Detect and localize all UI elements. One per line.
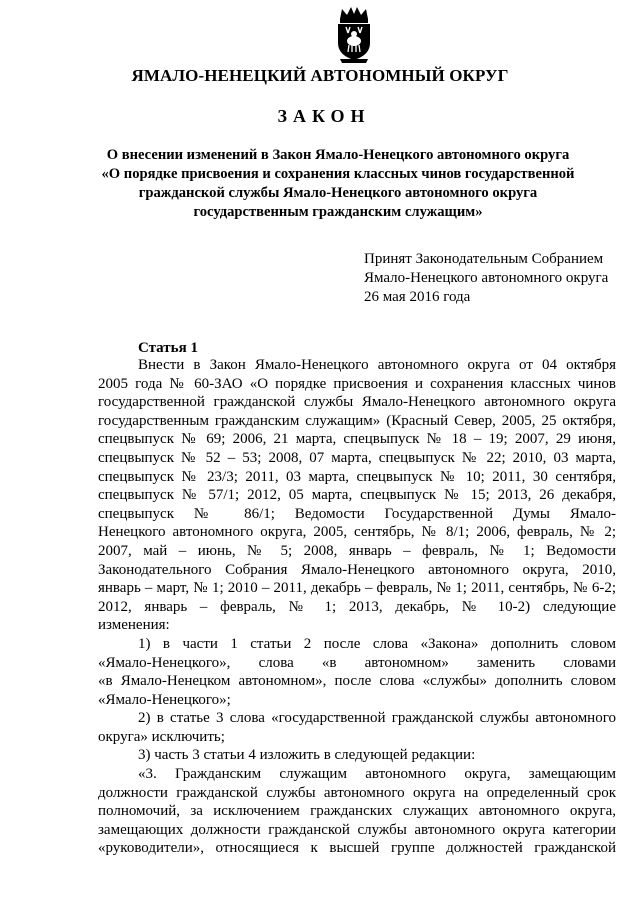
title-line: «О порядке присвоения и сохранения классных чинов государственной [101,166,575,182]
article-text-line: 3) часть 3 статьи 4 изложить в следующей редакции: [138,747,476,764]
adoption-date: 26 мая 2016 года [364,289,471,305]
article-text-line: «Ямало-Ненецкого»; [98,691,231,708]
article-text-line: 1) в части 1 статьи 2 после слова «Закона» дополнить словом [138,635,616,652]
article-text-line: замещающих должности гражданской службы автономного округа категории [98,821,616,838]
article-text-line: полномочий, за исключением гражданских служащих автономного округа, [98,803,616,820]
title-line: О внесении изменений в Закон Ямало-Ненецкого автономного округа [106,147,570,163]
region-name: ЯМАЛО-НЕНЕЦКИЙ АВТОНОМНЫЙ ОКРУГ [131,66,509,85]
article-text-line: Внести в Закон Ямало-Ненецкого автономного округа от 04 октября [138,357,616,373]
title-line: государственным гражданским служащим» [193,204,483,220]
article-text-line: 2007, май – июнь, № 5; 2008, январь – февраль, № 1; Ведомости [98,542,616,559]
article-text-line: 2012, январь – февраль, № 1; 2013, декабрь, № 10-2) следующие [98,598,616,615]
article-text-line: спецвыпуск № 52 – 53; 2008, 07 марта, спецвыпуск № 22; 2010, 03 марта, [98,449,616,466]
adoption-note [364,250,608,307]
law-title [100,146,576,222]
article-text-line: изменения: [98,617,170,634]
article-text-line: спецвыпуск № 86/1; Ведомости Государственной Думы Ямало- [98,505,616,522]
article-text-line: «руководители», относящиеся к высшей группе должностей гражданской [98,840,616,857]
article-text-line: государственной гражданской службы Ямало-Ненецкого автономного округа [98,394,616,411]
article-heading: Статья 1 [138,340,198,356]
article-text-line: государственным гражданским служащим» (Красный Север, 2005, 25 октября, [98,412,616,429]
article-text-line: спецвыпуск № 23/3; 2011, 03 марта, спецвыпуск № 10; 2011, 30 сентября, [98,468,616,485]
adoption-line: Ямало-Ненецкого автономного округа [364,270,609,286]
article-text-line: 2) в статье 3 слова «государственной гражданской службы автономного [138,710,616,727]
article-text-line: январь – март, № 1; 2010 – 2011, декабрь – февраль, № 1; 2011, сентябрь, № 6-2; [98,580,616,597]
article-text-line: Законодательного Собрания Ямало-Ненецкого автономного округа, 2010, [98,561,616,578]
article-text-line: спецвыпуск № 57/1; 2012, 05 марта, спецвыпуск № 15; 2013, 26 декабря, [98,487,616,504]
article-body [98,356,616,858]
document-type: ЗАКОН [277,106,371,126]
article-text-line: спецвыпуск № 69; 2006, 21 марта, спецвыпуск № 18 – 19; 2007, 29 июня, [98,431,616,448]
article-text-line: «в Ямало-Ненецком автономном», после слова «службы» дополнить словом [98,673,616,690]
article-text-line: «Ямало-Ненецкого», слова «в автономном» заменить словами [98,654,616,671]
title-line: гражданской службы Ямало-Ненецкого автономного округа [138,185,538,201]
article-text-line: Ненецкого автономного округа, 2005, сентябрь, № 8/1; 2006, февраль, № 2; [98,524,616,541]
article-text-line: должности гражданской службы автономного округа на определенный срок [98,784,616,801]
adoption-line: Принят Законодательным Собранием [364,251,604,267]
article-text-line: 2005 года № 60-ЗАО «О порядке присвоения и сохранения классных чинов [98,375,616,392]
article-text-line: округа» исключить; [98,728,225,745]
article-text-line: «3. Гражданским служащим автономного округа, замещающим [138,766,616,783]
coat-of-arms-icon [332,5,376,65]
